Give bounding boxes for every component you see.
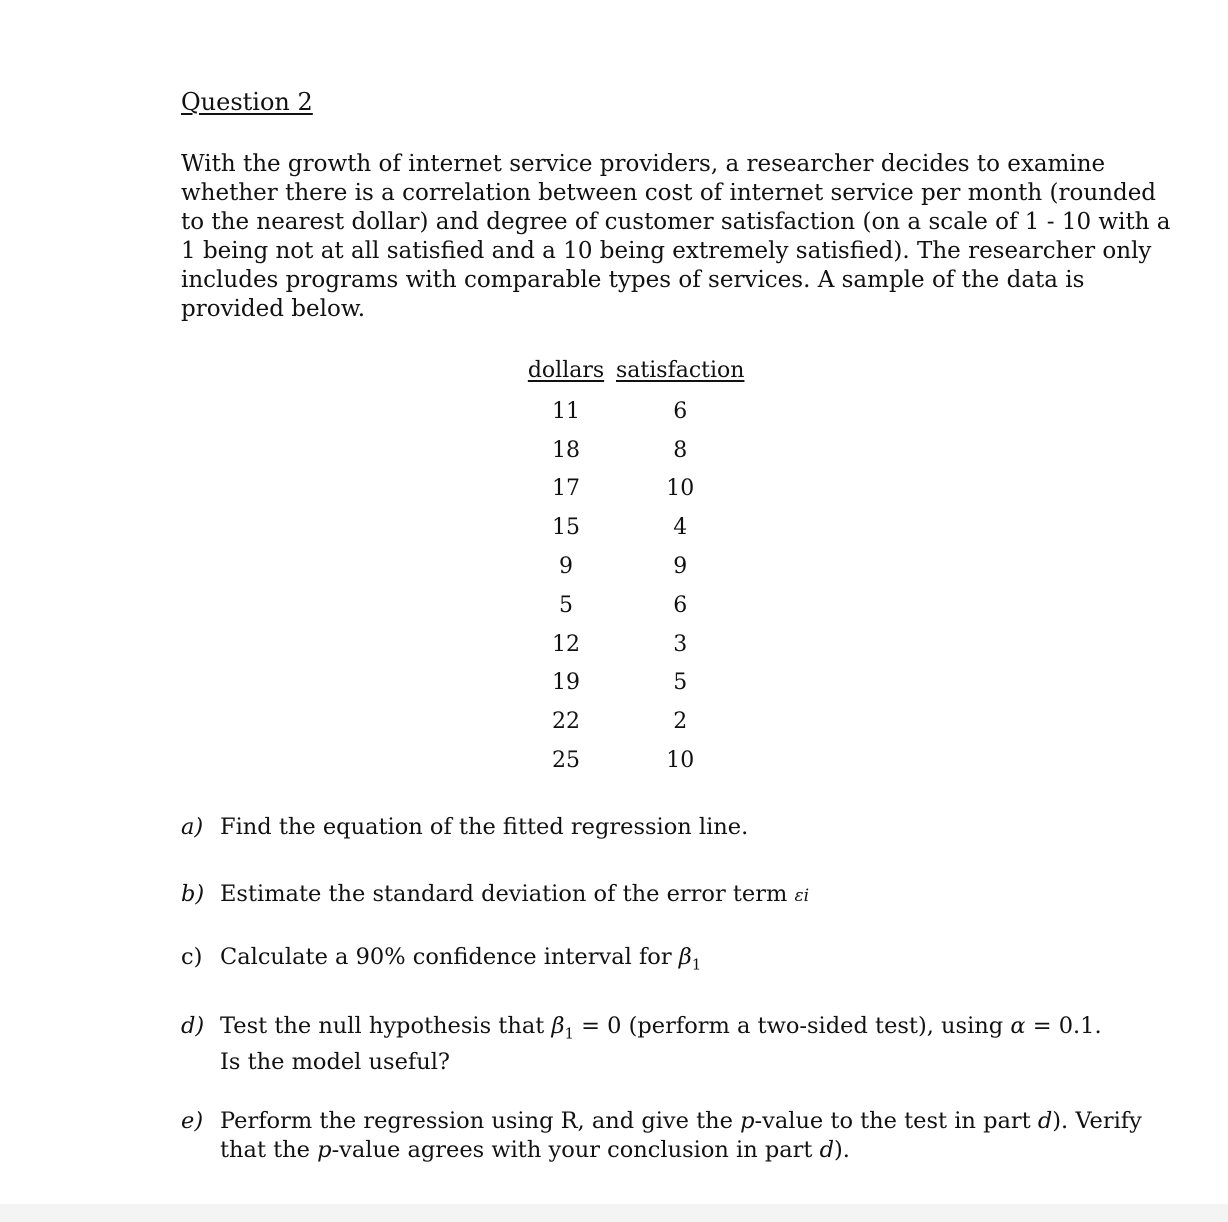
satisfaction-cell: 10 <box>666 748 695 774</box>
table-row <box>520 741 748 780</box>
question-d-text-1: Test the null hypothesis that <box>220 1013 552 1039</box>
part-symbol: d <box>819 1137 835 1163</box>
data-table <box>520 358 748 780</box>
question-d <box>181 1013 1102 1075</box>
satisfaction-cell: 6 <box>673 592 688 618</box>
satisfaction-cell: 5 <box>673 670 688 696</box>
p-symbol: p <box>317 1137 332 1163</box>
dollars-cell: 19 <box>552 670 580 696</box>
table-row <box>520 470 748 509</box>
satisfaction-cell: 8 <box>673 437 688 463</box>
question-e-text-1c: ). Verify <box>1052 1108 1142 1134</box>
question-c-label: c) <box>181 944 203 970</box>
table-header-row <box>520 358 748 392</box>
question-d-text-2: = 0 (perform a two-sided test), using <box>574 1013 1011 1039</box>
dollars-cell: 18 <box>552 437 580 463</box>
satisfaction-cell: 3 <box>673 631 688 657</box>
question-b-label: b) <box>181 881 205 907</box>
table-row <box>520 547 748 586</box>
table-row <box>520 625 748 664</box>
intro-line: to the nearest dollar) and degree of customer satisfaction (on a scale of 1 - 10 with a <box>181 209 1171 235</box>
question-e-label: e) <box>181 1108 204 1134</box>
question-e-text-2c: ). <box>834 1137 850 1163</box>
table-row <box>520 664 748 703</box>
part-symbol: d <box>1037 1108 1053 1134</box>
question-heading: Question 2 <box>181 88 313 116</box>
intro-line: whether there is a correlation between cost of internet service per month (rounded <box>181 180 1157 206</box>
question-d-line-2: Is the model useful? <box>220 1048 450 1075</box>
beta-symbol: β <box>551 1013 565 1039</box>
dollars-cell: 25 <box>552 748 580 774</box>
satisfaction-cell: 6 <box>673 398 688 424</box>
column-header-dollars: dollars <box>527 358 605 383</box>
question-e-text-2b: -value agrees with your conclusion in part <box>331 1137 820 1163</box>
question-e-text-2a: that the <box>220 1137 318 1163</box>
question-b-text: Estimate the standard deviation of the error term <box>220 881 795 907</box>
question-e <box>181 1107 1142 1165</box>
table-row <box>520 508 748 547</box>
p-symbol: p <box>740 1108 755 1134</box>
beta-subscript: 1 <box>564 1024 574 1043</box>
dollars-cell: 12 <box>552 631 580 657</box>
dollars-cell: 9 <box>559 554 573 580</box>
satisfaction-cell: 2 <box>673 709 688 735</box>
error-term-symbol: εi <box>794 886 810 906</box>
table-row <box>520 586 748 625</box>
table-row <box>520 431 748 470</box>
column-header-satisfaction: satisfaction <box>616 358 745 383</box>
question-e-text-1b: -value to the test in part <box>754 1108 1038 1134</box>
dollars-cell: 15 <box>552 515 580 541</box>
beta-symbol: β <box>678 944 692 970</box>
question-d-label: d) <box>181 1013 205 1039</box>
question-d-text-3: = 0.1. <box>1025 1013 1102 1039</box>
dollars-cell: 11 <box>552 398 580 424</box>
table-row <box>520 392 748 431</box>
intro-paragraph <box>181 150 1171 324</box>
dollars-cell: 5 <box>559 592 573 618</box>
intro-line: provided below. <box>181 296 366 322</box>
satisfaction-cell: 9 <box>673 554 688 580</box>
question-e-line-2 <box>181 1136 1142 1165</box>
satisfaction-cell: 10 <box>666 476 695 502</box>
intro-line: includes programs with comparable types of services. A sample of the data is <box>181 267 1085 293</box>
alpha-symbol: α <box>1010 1013 1026 1039</box>
intro-line: With the growth of internet service providers, a researcher decides to examine <box>181 151 1106 177</box>
question-a-label: a) <box>181 814 204 840</box>
question-c-text: Calculate a 90% confidence interval for <box>220 944 679 970</box>
table-row <box>520 702 748 741</box>
question-c <box>181 944 701 974</box>
intro-line: 1 being not at all satisfied and a 10 being extremely satisfied). The researcher only <box>181 238 1152 264</box>
question-b <box>181 881 809 907</box>
dollars-cell: 22 <box>552 709 580 735</box>
satisfaction-cell: 4 <box>673 515 688 541</box>
question-e-text-1a: Perform the regression using R, and give the <box>220 1108 741 1134</box>
page-bottom-edge <box>0 1204 1228 1222</box>
question-a <box>181 814 748 840</box>
beta-subscript: 1 <box>691 955 702 974</box>
question-a-text: Find the equation of the fitted regression line. <box>220 814 749 840</box>
dollars-cell: 17 <box>552 476 580 502</box>
